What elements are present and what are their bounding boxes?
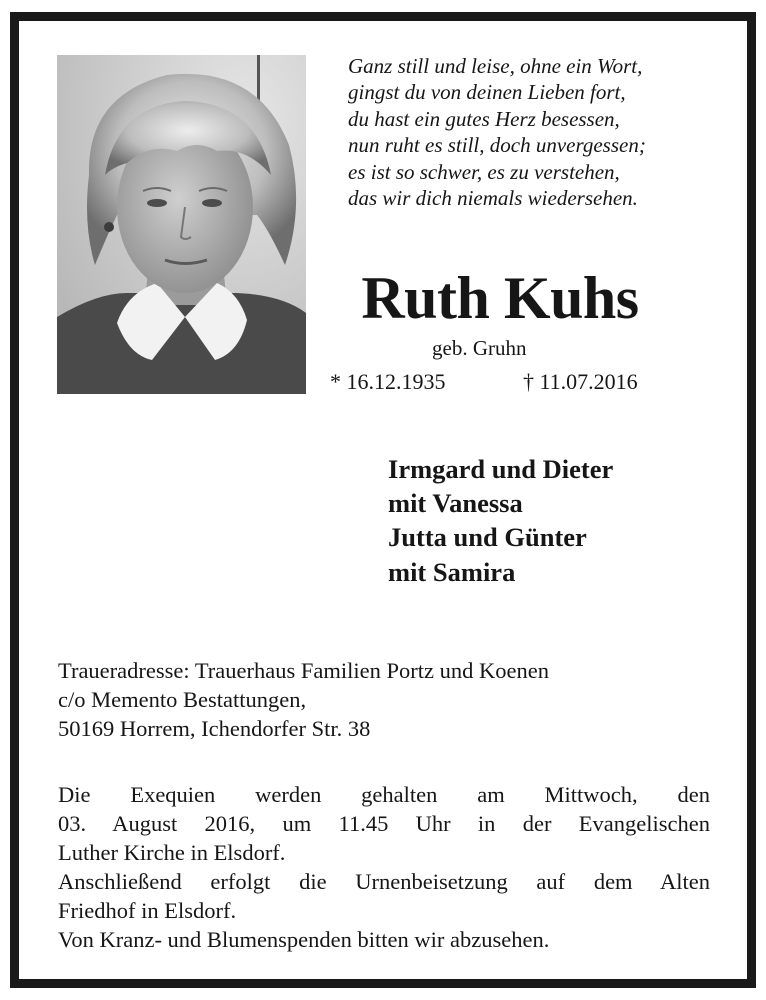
mourner-line: Jutta und Günter xyxy=(388,522,587,553)
service-line: Von Kranz- und Blumenspenden bitten wir abzusehen. xyxy=(58,927,550,952)
deceased-name: Ruth Kuhs xyxy=(361,265,639,331)
address-line: Traueradresse: Trauerhaus Familien Portz und Koenen xyxy=(58,658,549,683)
birth-date: * 16.12.1935 xyxy=(330,369,446,394)
service-line: Anschließend erfolgt die Urnenbeisetzung auf dem Alten xyxy=(58,869,710,894)
mourning-address xyxy=(58,656,549,743)
poem-line: Ganz still und leise, ohne ein Wort, xyxy=(348,54,643,78)
address-line: 50169 Horrem, Ichendorfer Str. 38 xyxy=(58,716,371,741)
service-line: Friedhof in Elsdorf. xyxy=(58,898,237,923)
life-dates xyxy=(330,367,638,397)
poem-line: es ist so schwer, es zu verstehen, xyxy=(348,159,620,184)
portrait-photo xyxy=(57,55,306,394)
service-line: Die Exequien werden gehalten am Mittwoch, den xyxy=(58,782,710,807)
mourner-line: mit Vanessa xyxy=(388,488,523,519)
memorial-poem xyxy=(348,53,728,211)
death-date: † 11.07.2016 xyxy=(523,369,638,394)
address-line: c/o Memento Bestattungen, xyxy=(58,687,307,712)
poem-line: nun ruht es still, doch unvergessen; xyxy=(348,133,646,158)
mourners-list xyxy=(388,452,613,589)
service-details xyxy=(58,780,710,954)
mourner-line: mit Samira xyxy=(388,556,516,587)
poem-line: das wir dich niemals wiedersehen. xyxy=(348,186,638,211)
poem-line: du hast ein gutes Herz besessen, xyxy=(348,106,620,131)
birth-name: geb. Gruhn xyxy=(432,336,527,360)
mourner-line: Irmgard und Dieter xyxy=(388,454,614,484)
poem-line: gingst du von deinen Lieben fort, xyxy=(348,80,626,105)
service-line: 03. August 2016, um 11.45 Uhr in der Evangelischen xyxy=(58,811,710,836)
service-line: Luther Kirche in Elsdorf. xyxy=(58,840,286,865)
